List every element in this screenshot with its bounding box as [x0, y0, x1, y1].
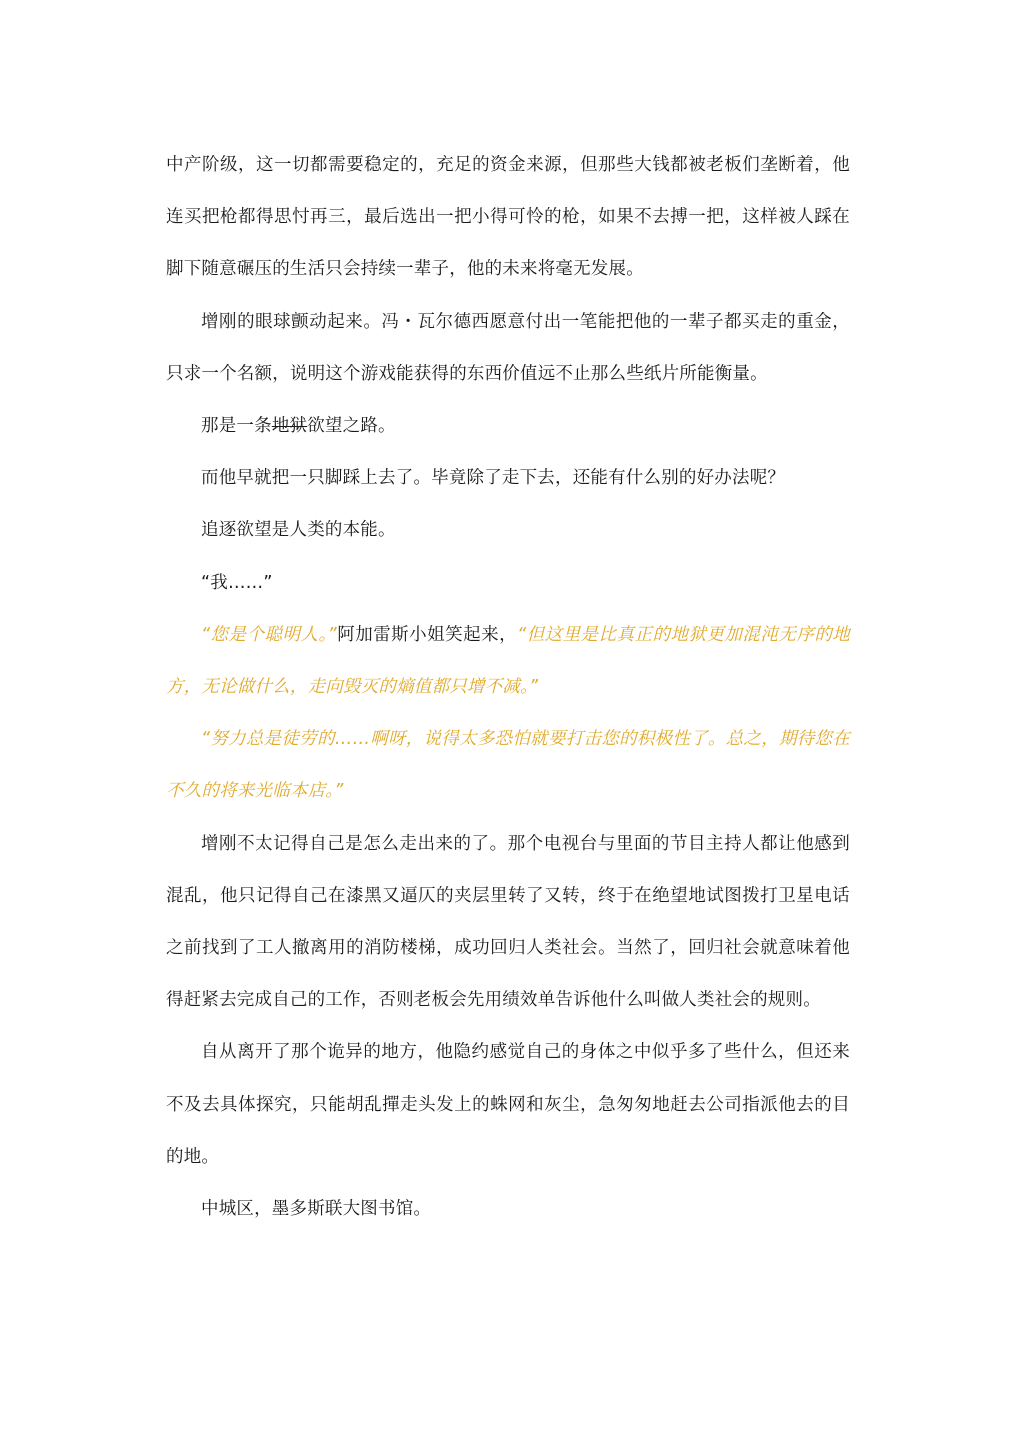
- body-text-column: [166, 139, 850, 1235]
- paragraph-10: 自从离开了那个诡异的地方，他隐约感觉自己的身体之中似乎多了些什么，但还来不及去具体探究，只能胡乱撣走头发上的蛛网和灰尘，急匆匆地赶去公司指派他去的目的地。: [166, 1042, 850, 1167]
- paragraph-4: 而他早就把一只脚踩上去了。毕竟除了走下去，还能有什么别的好办法呢？: [201, 468, 786, 489]
- paragraph-6: “我……”: [201, 572, 273, 593]
- quote-agares-2: “但这里是比真正的地狱更加混沌无序的地方，无论做什么，走向毁灭的熵值都只增不减。”: [166, 624, 851, 698]
- paragraph-9: 增刚不太记得自己是怎么走出来的了。那个电视台与里面的节目主持人都让他感到混乱，他只记得自己在漆黑又逼仄的夹层里转了又转，终于在绝望地试图拨打卫星电话之前找到了工人撤离用的消防楼梯，成功回归人类社会。当然了，回归社会就意味着他得赶紧去完成自己的工作，否则老板会先用绩效单告诉他什么叫做人类社会的规则。: [166, 833, 850, 1011]
- narration-agares: 阿加雷斯小姐笑起来，: [336, 624, 518, 645]
- paragraph-5: 追逐欲望是人类的本能。: [201, 520, 396, 541]
- paragraph-11: 中城区，墨多斯联大图书馆。: [201, 1199, 432, 1220]
- paragraph-3-before: 那是一条: [201, 416, 272, 437]
- struck-word: 地狱: [271, 416, 308, 437]
- paragraph-1: 中产阶级，这一切都需要稳定的，充足的资金来源，但那些大钱都被老板们垄断着，他连买把枪都得思忖再三，最后选出一把小得可怜的枪，如果不去搏一把，这样被人踩在脚下随意碾压的生活只会持续一辈子，他的未来将毫无发展。: [166, 155, 850, 280]
- quote-agares-1: “您是个聪明人。”: [201, 624, 337, 645]
- paragraph-3: [166, 400, 850, 452]
- paragraph-2: 增刚的眼球颤动起来。冯・瓦尔德西愿意付出一笔能把他的一辈子都买走的重金，只求一个名额，说明这个游戏能获得的东西价值远不止那么些纸片所能衡量。: [166, 311, 850, 384]
- paragraph-7: [166, 609, 850, 713]
- paragraph-8: “努力总是徒劳的……啊呀，说得太多恐怕就要打击您的积极性了。总之，期待您在不久的将来光临本店。”: [166, 729, 850, 802]
- paragraph-3-after: 欲望之路。: [307, 416, 396, 437]
